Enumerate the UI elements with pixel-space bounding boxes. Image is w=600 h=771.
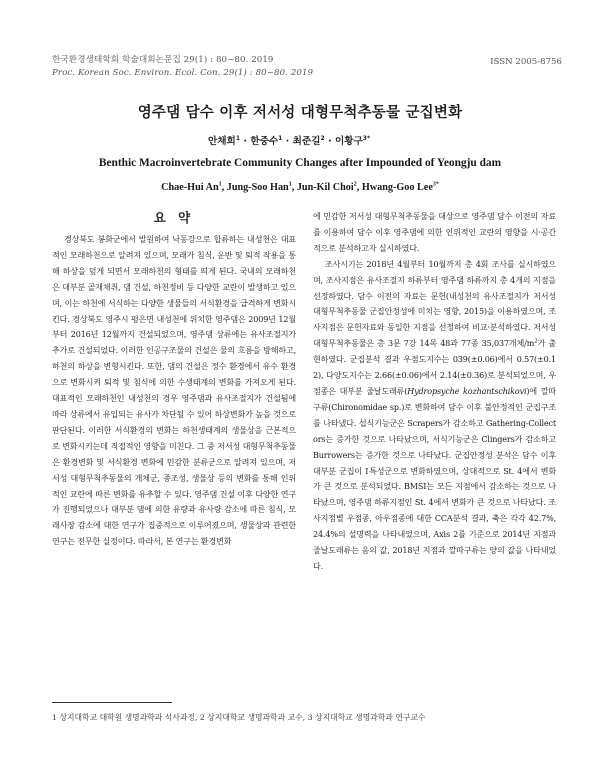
author-affiliation-mark: 3* bbox=[432, 181, 439, 188]
footnote-divider bbox=[52, 702, 172, 703]
abstract-left-column bbox=[52, 232, 296, 550]
author-affiliation-mark: 1 bbox=[278, 134, 283, 142]
abstract-paragraph: 에 민감한 저서성 대형무척추동물을 대상으로 영주댐 담수 이전의 자료를 이용하여 담수 이후 영주댐에 의한 인위적인 교란의 영향을 시·공간적으로 분석하고자 실시하였다. bbox=[313, 212, 556, 253]
authors-korean: 안채희$^1$ · 한중수$^1$ · 최준길$^2$ · 이황구$^{3*}$ bbox=[208, 134, 371, 147]
title-korean: 영주댐 담수 이후 저서성 대형무척추동물 군집변화 bbox=[137, 105, 463, 121]
author-affiliation-mark: 3* bbox=[362, 134, 371, 142]
author-name: 이황구 bbox=[334, 136, 363, 147]
footnote: 1 상지대학교 대학원 생명과학과 석사과정, 2 상지대학교 생명과학과 교수, 3 상지대학교 생명과학과 연구교수 bbox=[52, 713, 426, 722]
author-name: 안채희 bbox=[208, 136, 236, 147]
title-english: Benthic Macroinvertebrate Community Changes after Impounded of Yeongju dam bbox=[98, 157, 502, 169]
journal-name-korean: 한국환경생태학회 학술대회논문집 29(1) : 80~80. 2019 bbox=[52, 55, 274, 65]
author-name: 최준길 bbox=[292, 136, 321, 147]
abstract-heading: 요 약 bbox=[153, 210, 195, 225]
author-affiliation-mark: 1 bbox=[235, 134, 240, 142]
issn: ISSN 2005-8756 bbox=[490, 57, 562, 67]
author-affiliation-mark: 1 bbox=[288, 181, 292, 188]
author-affiliation-mark: 2 bbox=[320, 134, 325, 142]
author-name: Hwang-Goo Lee bbox=[361, 182, 433, 193]
author-name: Jun-Kil Choi bbox=[296, 182, 354, 193]
abstract-paragraph: 경상북도 봉화군에서 발원하여 낙동강으로 합류하는 내성천은 대표적인 모래하천으로 알려져 있으며, 모래가 침식, 운반 및 퇴적 작용을 통해 하상을 덮게 되면서 모래하천의 형태를 띄게 된다. 국내의 모래하천은 대부분 골재채취, 댐 건설, 하천정비 등 다양한 교란이 발생하고 있으며, 이는 하천에 서식하는 다양한 생물들의 서식환경을 급격하게 변화시킨다. 경상북도 영주시 평은면 내성천에 위치한 영주댐은 2009년 12월부터 2016년 12월까지 건설되었으며, 영주댐 상류에는 유사조절지가 추가로 건설되었다. 이러한 인공구조물의 건설은 물의 흐름을 방해하고, 하천의 하상을 변형시킨다. 또한, 댐의 건설은 정수 환경에서 유수 환경으로 변화시켜 퇴적 및 침식에 의한 수생태계의 변화를 가져오게 된다. 대표적인 모래하천인 내성천의 경우 영주댐과 유사조절지가 건설됨에 따라 상류에서 유입되는 유사가 차단될 수 있어 하상변화가 높을 것으로 판단된다. 이러한 서식환경의 변화는 하천생태계의 생물상을 근본적으로 변화시키는데 직접적인 영향을 미친다. 그 중 저서성 대형무척추동물은 환경변화 및 서식환경 변화에 민감한 분류군으로 알려져 있으며, 저서성 대형무척추동물의 개체군, 종조성, 생물상 등의 변화를 통해 인위적인 교란에 따른 변화를 유추할 수 있다. 영주댐 건설 이후 다양한 연구가 진행되었으나 대부분 댐에 의한 유량과 유사량 감소에 따른 침식, 모래사장 감소에 대한 연구가 집중적으로 이루어졌으며, 생물상과 관련한 연구는 전무한 실정이다. 따라서, 본 연구는 환경변화 bbox=[52, 235, 296, 547]
author-name: Jung-Soo Han bbox=[226, 182, 289, 193]
authors-english: Chae-Hui An$^1$, Jung-Soo Han$^1$, Jun-Kil Choi$^2$, Hwang-Goo Lee$^{3*}$ bbox=[161, 181, 439, 193]
author-name: 한중수 bbox=[250, 136, 279, 147]
author-affiliation-mark: 1 bbox=[218, 181, 222, 188]
journal-name-english: Proc. Korean Soc. Environ. Ecol. Con. 29(1) : 80~80. 2019 bbox=[52, 68, 314, 78]
author-name: Chae-Hui An bbox=[161, 182, 219, 193]
abstract-right-column bbox=[313, 209, 556, 575]
author-affiliation-mark: 2 bbox=[353, 181, 357, 188]
abstract-paragraph: 조사시기는 2018년 4월부터 10월까지 총 4회 조사를 실시하였으며, 조사지점은 유사조절지 하류부터 영주댐 하류까지 총 4개의 지점을 선정하였다. 담수 이전의 자료는 문헌(내성천의 유사조절지가 저서성 대형무척추동물 군집안정성에 미치는 영향, 2015)을 이용하였으며, 조사지점은 문헌자료와 동일한 지점을 선정하여 비교·분석하였다. 저서성 대형무척추동물은 총 3문 7강 14목 48과 77종 35,037개체$/m^2$가 출현하였다. 군집분석 결과 우점도지수는 039(±0.06)에서 0.57(±0.12), 다양도지수는 2.66(±0.06)에서 2.14(±0.36)로 분석되었으며, 우점종은 대부분 줄날도래류(Hydropsyche kozhantschikovi)에 깔따구류(Chironomidae sp.)로 변화하여 담수 이후 불안정적인 군집구조를 나타냈다. 섭식기능군은 Scrapers가 감소하고 Gathering-Collectors는 증가한 것으로 나타났으며, 서식기능군은 Clingers가 감소하고 Burrowers는 증가한 것으로 나타났다. 군집안정성 분석은 담수 이후 대부분 군집이 Ⅰ특성군으로 변화하였으며, 상대적으로 St. 4에서 변화가 큰 것으로 분석되었다. BMSI는 모든 지점에서 감소하는 것으로 나타났으며, 영주댐 하류지점인 St. 4에서 변화가 큰 것으로 나타났다. 조사지점별 우점종, 아우점종에 대한 CCA분석 결과, 축은 각각 42.7%, 24.4%의 설명력을 나타내었으며, Axis 2를 기준으로 2014년 지점과 줄날도래류는 음의 값, 2018년 지점과 깔따구류는 양의 값을 나타내었다. bbox=[313, 259, 557, 571]
